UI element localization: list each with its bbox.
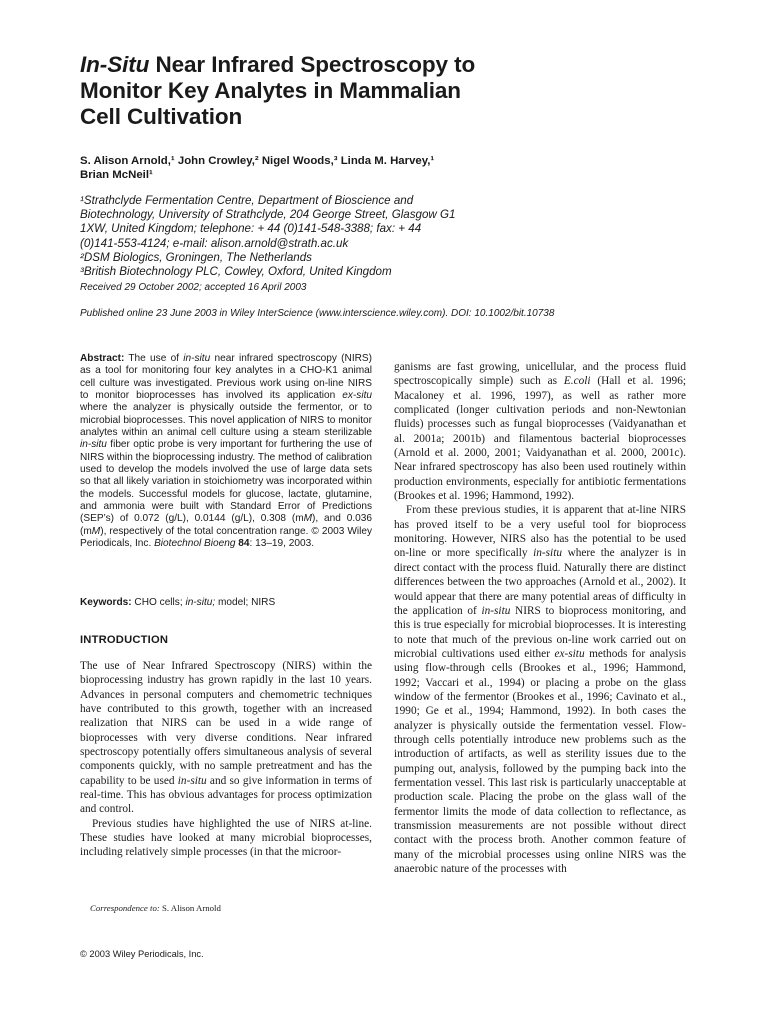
right-column-body xyxy=(394,360,686,876)
journal-name: Biotechnol Bioeng xyxy=(154,538,236,550)
keywords: Keywords: CHO cells; in-situ; model; NIRS xyxy=(80,597,276,608)
affiliation-line: Biotechnology, University of Strathclyde, 204 George Street, Glasgow G1 xyxy=(80,208,456,222)
correspondence-note: Correspondence to: S. Alison Arnold xyxy=(90,903,221,913)
title-line-3: Cell Cultivation xyxy=(80,104,243,129)
title-line-2: Monitor Key Analytes in Mammalian xyxy=(80,78,461,103)
author-list xyxy=(80,154,700,182)
journal-volume: 84 xyxy=(235,538,250,550)
section-heading-introduction: INTRODUCTION xyxy=(80,634,169,646)
copyright-notice: © 2003 Wiley Periodicals, Inc. xyxy=(80,949,204,959)
affiliation-line: ³British Biotechnology PLC, Cowley, Oxford, United Kingdom xyxy=(80,265,392,279)
authors-line-1: S. Alison Arnold,¹ John Crowley,² Nigel Woods,³ Linda M. Harvey,¹ xyxy=(80,155,435,167)
affiliation-line: ²DSM Biologics, Groningen, The Netherlands xyxy=(80,250,312,264)
title-italic: In-Situ xyxy=(80,52,150,77)
authors-line-2: Brian McNeil¹ xyxy=(80,169,153,181)
keywords-label: Keywords: xyxy=(80,597,132,608)
affiliation-line: (0)141-553-4124; e-mail: alison.arnold@strath.ac.uk xyxy=(80,236,349,250)
received-date: Received 29 October 2002; accepted 16 April 2003 xyxy=(80,282,307,293)
abstract-label: Abstract: xyxy=(80,353,125,364)
affiliation-line: ¹Strathclyde Fermentation Centre, Department of Bioscience and xyxy=(80,194,414,207)
paragraph: From these previous studies, it is apparent that at-line NIRS has proved itself to be a very useful tool for bioprocess monitoring. However, NIRS also has the potential to be used on-line or more specifically in-situ where the analyzer is in direct contact with the process fluid. Naturally there are distinct differences between the two approaches (Arnold et al., 2002). It would appear that there are many potential areas of difficulty in the application of in-situ NIRS to bioprocess monitoring, and this is true especially for microbial bioprocesses. It is interesting to note that much of the previous on-line work carried out on microbial cultivations used either ex-situ methods for analysis using flow-through cells (Brookes et al., 1996; Hammond, 1992; Vaccari et al., 1994) or placing a probe on the glass window of the fermentor (Brookes et al., 1996; Cavinato et al., 1990; Ge et al., 1994; Hammond, 1992). In both cases the analyzer is physically outside the fermentation vessel. Flow-through cells potentially introduce new problems such as the introduction of artifacts, as well as sterility issues due to the pumping out, analysis, followed by the pumping back into the fermentation vessel. This last risk is particularly unacceptable at production scale. Placing the probe on the glass wall of the fermentor limits the mode of data collection to reflectance, as transmission measurements are not possible without direct contact with the process broth. Another common feature of many of the microbial processes using online NIRS was the anaerobic nature of the processes with xyxy=(394,504,686,876)
affiliation-line: 1XW, United Kingdom; telephone: + 44 (0)141-548-3388; fax: + 44 xyxy=(80,222,422,236)
paragraph: ganisms are fast growing, unicellular, and the process fluid spectroscopically simple) such as E.coli (Hall et al. 1996; Macaloney et al. 1996, 1997), as well as rather more complicated (longer cultivation periods and non-Newtonian fluids) processes such as fungal bioprocesses (Vaidyanathan et al. 2001a; 2001b) and filamentous bacterial bioprocesses (Arnold et al. 2000, 2001; Vaidyanathan et al. 2000, 2001c). Near infrared spectroscopy has also been used routinely within production environments, especially for antibiotic fermentations (Brookes et al. 1996; Hammond, 1992). xyxy=(394,361,686,503)
abstract: Abstract: The use of in-situ near infrared spectroscopy (NIRS) as a tool for monitoring four key analytes in a CHO-K1 animal cell culture was investigated. Previous work using on-line NIRS to monitor bioprocesses has involved its application ex-situ where the analyzer is physically outside the fermentor, or to microbial bioprocesses. This novel application of NIRS to monitor analytes within an animal cell culture using a steam sterilizable in-situ fiber optic probe is very important for furthering the use of NIRS within the bioprocessing industry. The method of calibration used to develop the models involved the use of large data sets so that all likely variation in stoichiometry was incorporated within the models. Successful models for glucose, lactate, glutamine, and ammonia were built with Standard Error of Predictions (SEP’s) of 0.072 (g/L), 0.0144 (g/L), 0.308 (mM), and 0.036 (mM), respectively of the total concentration range. © 2003 Wiley Periodicals, Inc. Biotechnol Bioeng 84: 13–19, 2003. xyxy=(80,353,373,550)
published-info: Published online 23 June 2003 in Wiley InterScience (www.interscience.wiley.com). DOI: 10.1002/bit.10738 xyxy=(80,308,555,319)
paragraph: The use of Near Infrared Spectroscopy (NIRS) within the bioprocessing industry has grown rapidly in the last 10 years. Advances in personal computers and chemometric techniques have contributed to this growth, together with an increased realization that NIRS can be used in a wide range of bioprocesses with very diverse conditions. Near infrared spectroscopy potentially offers simultaneous analysis of several components quickly, with no sample pretreatment and has the capability to be used in-situ and so give information in terms of real-time. This has obvious advantages for process optimization and control. xyxy=(80,660,372,816)
affiliations xyxy=(80,194,700,279)
article-title xyxy=(80,52,680,130)
introduction-body xyxy=(80,659,372,860)
paragraph: Previous studies have highlighted the use of NIRS at-line. These studies have looked at many microbial bioprocesses, including relatively simple processes (in that the microor- xyxy=(80,817,372,859)
title-line-1: In-Situ Near Infrared Spectroscopy to xyxy=(80,52,476,77)
